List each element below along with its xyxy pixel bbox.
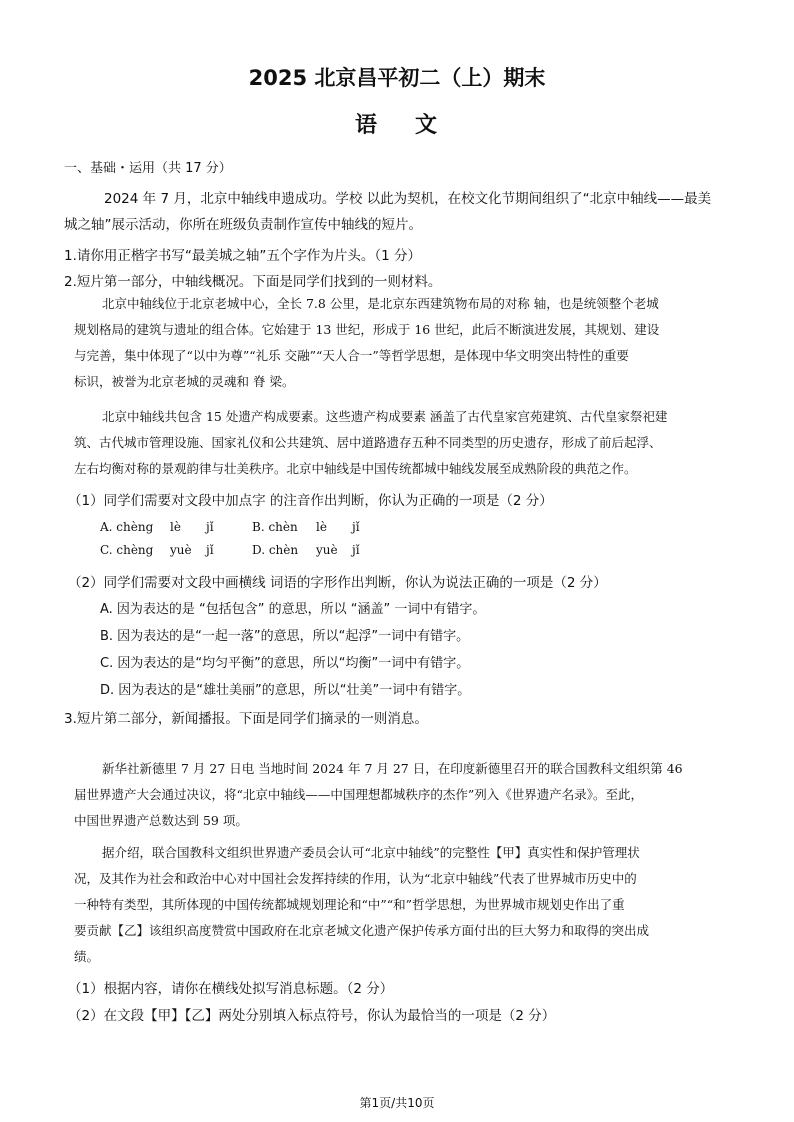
question-2: 2.短片第一部分，中轴线概况。下面是同学们找到的一则材料。 (64, 274, 442, 290)
material-line: 左右均衡对称的景观韵律与壮美秩序。北京中轴线是中国传统都城中轴线发展至成熟阶段的典范之作。 (74, 461, 637, 476)
news-line: 届世界遗产大会通过决议，将“北京中轴线——中国理想都城秩序的杰作”列入《世界遗产名录》。至此， (74, 787, 644, 802)
option-a: A. 因为表达的是 “包括包含” 的意思，所以 “涵盖” 一词中有错字。 (100, 602, 486, 617)
news-line: 据介绍，联合国教科文组织世界遗产委员会认可“北京中轴线”的完整性【甲】真实性和保护管理状 (102, 845, 640, 860)
material-line: 筑、古代城市管理设施、国家礼仪和公共建筑、居中道路遗存五种不同类型的历史遗存，形成了前后起浮、 (74, 435, 662, 450)
question-2-2: （2）同学们需要对文段中画横线 词语的字形作出判断，你认为说法正确的一项是（2 分） (68, 575, 607, 591)
subject-char-1: 语 (354, 113, 379, 138)
option-b-char-2: lè (316, 520, 327, 534)
option-b-char-1: B. chèn (252, 520, 298, 534)
page-footer: 第1页/共10页 (359, 1096, 435, 1110)
option-c: C. 因为表达的是“均匀平衡”的意思，所以“均衡”一词中有错字。 (100, 656, 470, 671)
intro-line: 2024 年 7 月，北京中轴线申遗成功。学校 以此为契机，在校文化节期间组织了“北京中轴线——最美 (104, 191, 712, 207)
news-line: 新华社新德里 7 月 27 日电 当地时间 2024 年 7 月 27 日，在印度新德里召开的联合国教科文组织第 46 (102, 761, 683, 776)
news-line: 中国世界遗产总数达到 59 项。 (74, 813, 248, 828)
question-2-1: （1）同学们需要对文段中加点字 的注音作出判断，你认为正确的一项是（2 分） (68, 493, 553, 509)
option-a-char-3: jǐ (206, 520, 214, 534)
option-d-char-1: D. chèn (252, 543, 299, 557)
option-d: D. 因为表达的是“雄壮美丽”的意思，所以“壮美”一词中有错字。 (100, 683, 471, 698)
option-c-char-2: yuè (170, 543, 192, 557)
news-line: 一种特有类型，其所体现的中国传统都城规划理论和“中”“和”哲学思想，为世界城市规划史作出了重 (74, 897, 625, 912)
subject-char-2: 文 (415, 113, 440, 138)
material-line: 北京中轴线位于北京老城中心，全长 7.8 公里，是北京东西建筑物布局的对称 轴，也是统领整个老城 (102, 296, 659, 311)
option-b-char-3: jǐ (352, 520, 360, 534)
news-line: 绩。 (74, 949, 100, 964)
section-heading: 一、基础・运用（共 17 分） (64, 161, 232, 176)
news-paragraph-2 (74, 840, 724, 970)
material-line: 规划格局的建筑与遗址的组合体。它始建于 13 世纪，形成于 16 世纪，此后不断演进发展，其规划、建设 (74, 322, 660, 337)
material-line: 与完善，集中体现了“以中为尊”“礼乐 交融”“天人合一”等哲学思想，是体现中华文明突出特性的重要 (74, 348, 629, 363)
material-paragraph-1 (74, 291, 724, 395)
question-1: 1.请你用正楷字书写“最美城之轴”五个字作为片头。（1 分） (64, 248, 421, 264)
material-line: 标识，被誉为北京老城的灵魂和 脊 梁。 (74, 374, 295, 389)
option-b: B. 因为表达的是“一起一落”的意思，所以“起浮”一词中有错字。 (100, 629, 470, 644)
option-a-char-2: lè (170, 520, 181, 534)
intro-line: 城之轴”展示活动，你所在班级负责制作宣传中轴线的短片。 (64, 217, 422, 233)
pinyin-options-row-1 (100, 520, 360, 534)
option-c-char-1: C. chèng (100, 543, 154, 557)
news-line: 况，及其作为社会和政治中心对中国社会发挥持续的作用，认为“北京中轴线”代表了世界城市历史中的 (74, 871, 637, 886)
pinyin-options-row-2 (100, 543, 360, 557)
news-paragraph-1 (74, 756, 724, 834)
page-title: 2025 北京昌平初二（上）期末 (248, 66, 546, 90)
material-paragraph-2 (74, 404, 724, 482)
material-line: 北京中轴线共包含 15 处遗产构成要素。这些遗产构成要素 涵盖了古代皇家宫苑建筑、古代皇家祭祀建 (102, 409, 668, 424)
option-a-char-1: A. chèng (100, 520, 154, 534)
intro-paragraph (64, 186, 724, 238)
option-d-char-2: yuè (316, 543, 338, 557)
option-d-char-3: jǐ (352, 543, 360, 557)
question-3: 3.短片第二部分，新闻播报。下面是同学们摘录的一则消息。 (64, 711, 428, 727)
option-c-char-3: jǐ (206, 543, 214, 557)
subject-title (0, 108, 794, 139)
question-3-1: （1）根据内容，请你在横线处拟写消息标题。（2 分） (68, 981, 394, 997)
question-3-2: （2）在文段【甲】【乙】两处分别填入标点符号，你认为最恰当的一项是（2 分） (68, 1008, 556, 1024)
news-line: 要贡献【乙】该组织高度赞赏中国政府在北京老城文化遗产保护传承方面付出的巨大努力和取得的突出成 (74, 923, 650, 938)
